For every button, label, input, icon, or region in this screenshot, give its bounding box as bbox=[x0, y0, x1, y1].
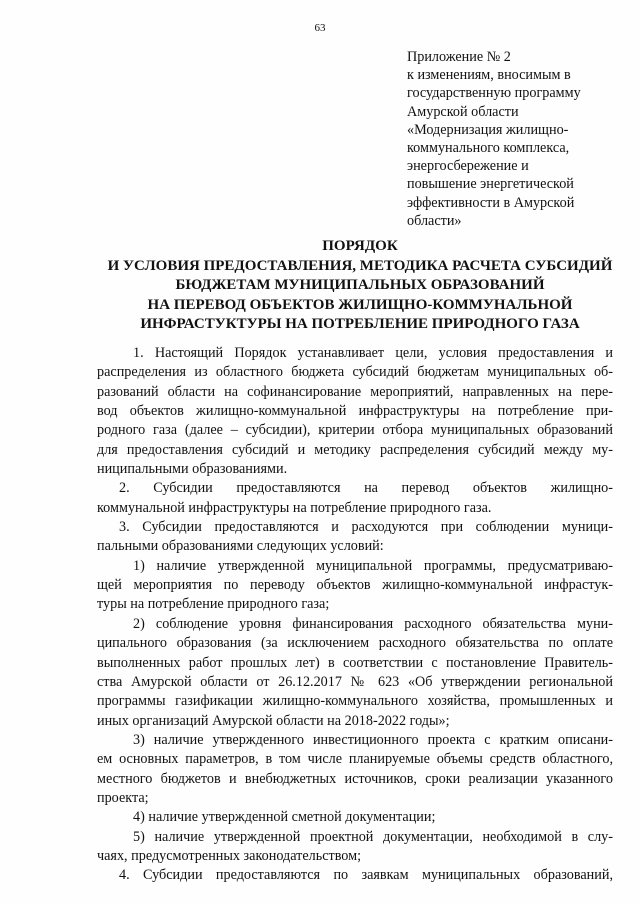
appendix-line: повышение энергетической bbox=[407, 176, 574, 193]
title-line: НА ПЕРЕВОД ОБЪЕКТОВ ЖИЛИЩНО-КОММУНАЛЬНОЙ bbox=[147, 296, 573, 313]
paragraph-1-line: ниципальными образованиями. bbox=[97, 461, 288, 478]
condition-3-line: местного бюджетов и внебюджетных источников, сроки реализации указанного bbox=[97, 770, 613, 787]
paragraph-1-line: вод объектов жилищно-коммунальной инфраструктуры на потребление при- bbox=[97, 403, 613, 420]
paragraph-2-line: коммунальной инфраструктуры на потребление природного газа. bbox=[97, 499, 492, 516]
appendix-line: энергосбережение и bbox=[407, 158, 529, 175]
condition-2-line: иных организаций Амурской области на 2018-2022 годы»; bbox=[97, 712, 450, 729]
condition-1-line: 1) наличие утвержденной муниципальной программы, предусматриваю- bbox=[133, 557, 613, 574]
appendix-line: Амурской области bbox=[407, 103, 519, 120]
paragraph-1-line: разований области на софинансирование мероприятий, направленных на пере- bbox=[97, 383, 613, 400]
condition-2-line: ства Амурской области от 26.12.2017 № 623 «Об утверждении региональной bbox=[97, 673, 613, 690]
title-line: ПОРЯДОК bbox=[322, 238, 398, 254]
appendix-line: коммунального комплекса, bbox=[407, 140, 570, 157]
appendix-line: Приложение № 2 bbox=[407, 49, 511, 65]
appendix-line: эффективности в Амурской bbox=[407, 194, 575, 211]
paragraph-2-line: 2. Субсидии предоставляются на перевод объектов жилищно- bbox=[119, 480, 613, 497]
title-line: ИНФРАСТУКТУРЫ НА ПОТРЕБЛЕНИЕ ПРИРОДНОГО ГАЗА bbox=[140, 316, 580, 333]
page-number: 63 bbox=[314, 22, 326, 34]
title-line: И УСЛОВИЯ ПРЕДОСТАВЛЕНИЯ, МЕТОДИКА РАСЧЕТА СУБСИДИЙ bbox=[107, 257, 613, 274]
condition-2-line: программы газификации жилищно-коммунального хозяйства, промышленных и bbox=[97, 693, 613, 710]
condition-1-line: щей мероприятия по переводу объектов жилищно-коммунальной инфрастук- bbox=[97, 577, 613, 594]
appendix-line: государственную программу bbox=[407, 85, 581, 102]
document-title bbox=[80, 237, 640, 335]
appendix-block bbox=[407, 48, 597, 230]
document-body bbox=[97, 344, 613, 886]
paragraph-1-line: распределения из областного бюджета субсидий бюджетам муниципальных об- bbox=[97, 364, 613, 381]
condition-3-line: ем основных параметров, в том числе планируемые объемы средств областного, bbox=[97, 751, 613, 768]
paragraph-3-line: пальными образованиями следующих условий: bbox=[97, 538, 384, 555]
paragraph-1-line: родного газа (далее – субсидии), критерии отбора муниципальных образований bbox=[97, 422, 613, 439]
title-line: БЮДЖЕТАМ МУНИЦИПАЛЬНЫХ ОБРАЗОВАНИЙ bbox=[175, 277, 545, 294]
condition-2-line: 2) соблюдение уровня финансирования расходного обязательства муни- bbox=[133, 615, 613, 632]
condition-2-line: ципального образования (за исключением расходного обязательства по оплате bbox=[97, 635, 613, 652]
paragraph-4-line: 4. Субсидии предоставляются по заявкам муниципальных образований, bbox=[119, 867, 613, 884]
appendix-line: области» bbox=[407, 212, 462, 229]
condition-5-line: чаях, предусмотренных законодательством; bbox=[97, 847, 362, 864]
appendix-line: «Модернизация жилищно- bbox=[407, 121, 569, 138]
paragraph-1-line: 1. Настоящий Порядок устанавливает цели, условия предоставления и bbox=[133, 345, 613, 361]
condition-3-line: 3) наличие утвержденного инвестиционного проекта с кратким описани- bbox=[133, 731, 613, 748]
condition-5-line: 5) наличие утвержденной проектной документации, необходимой в слу- bbox=[133, 828, 613, 845]
paragraph-3-line: 3. Субсидии предоставляются и расходуются при соблюдении муници- bbox=[119, 519, 613, 536]
condition-3-line: проекта; bbox=[97, 789, 149, 806]
condition-2-line: выполненных работ прошлых лет) в соответствии с постановление Правитель- bbox=[97, 654, 613, 671]
condition-4-line: 4) наличие утвержденной сметной документации; bbox=[133, 809, 436, 826]
appendix-line: к изменениям, вносимым в bbox=[407, 67, 571, 84]
paragraph-1-line: для предоставления субсидий и методику распределения субсидий между му- bbox=[97, 441, 613, 458]
condition-1-line: туры на потребление природного газа; bbox=[97, 596, 330, 613]
